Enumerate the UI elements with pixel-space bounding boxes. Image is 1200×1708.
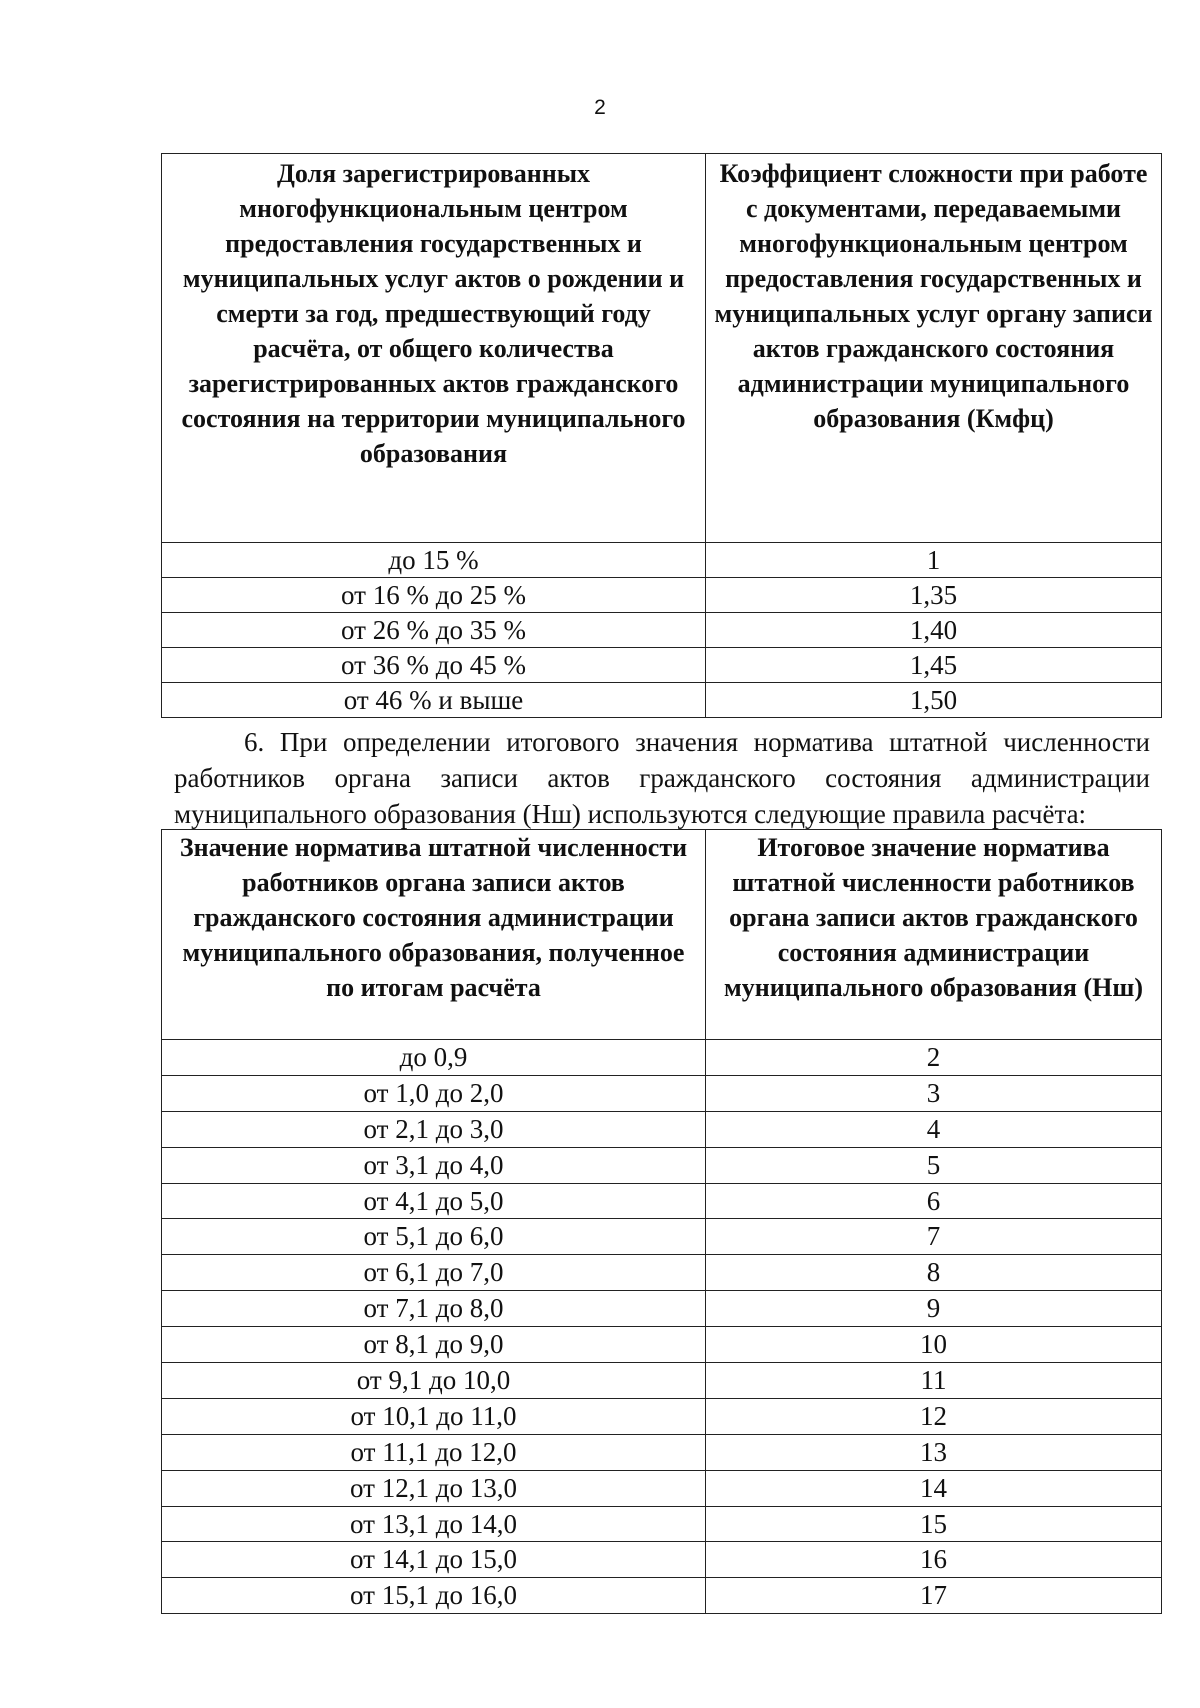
- table-row: [162, 543, 1162, 578]
- final-value-cell: 6: [706, 1183, 1162, 1219]
- calculated-range-cell: от 1,0 до 2,0: [162, 1075, 706, 1111]
- calculated-range-cell: от 4,1 до 5,0: [162, 1183, 706, 1219]
- table-row: [162, 1398, 1162, 1434]
- table-row: [162, 1147, 1162, 1183]
- page-number: 2: [594, 96, 606, 119]
- rules-paragraph: 6. При определении итогового значения норматива штатной численности работников органа записи актов гражданского состояния администрации муниципального образования (Нш) используются следующие правила расчёта:: [174, 727, 1150, 829]
- coefficient-cell: 1,35: [706, 578, 1162, 613]
- calculated-range-cell: от 3,1 до 4,0: [162, 1147, 706, 1183]
- share-range-cell: от 46 % и выше: [162, 683, 706, 718]
- final-value-cell: 7: [706, 1219, 1162, 1255]
- final-value-cell: 10: [706, 1327, 1162, 1363]
- table-row: [162, 613, 1162, 648]
- share-range-cell: от 36 % до 45 %: [162, 648, 706, 683]
- final-value-cell: 3: [706, 1075, 1162, 1111]
- staff-norm-table: [161, 829, 1162, 1614]
- table-header-row: [162, 830, 1162, 1040]
- column-header-final-value: Итоговое значение норматива штатной численности работников органа записи актов гражданского состояния администрации муниципального образования (Нш): [706, 830, 1162, 1040]
- table-row: [162, 1075, 1162, 1111]
- final-value-cell: 8: [706, 1255, 1162, 1291]
- table-row: [162, 1506, 1162, 1542]
- final-value-cell: 2: [706, 1040, 1162, 1076]
- final-value-cell: 13: [706, 1434, 1162, 1470]
- calculated-range-cell: от 15,1 до 16,0: [162, 1578, 706, 1614]
- table-row: [162, 1578, 1162, 1614]
- final-value-cell: 15: [706, 1506, 1162, 1542]
- table-row: [162, 1255, 1162, 1291]
- final-value-cell: 4: [706, 1111, 1162, 1147]
- final-value-cell: 17: [706, 1578, 1162, 1614]
- calculated-range-cell: от 12,1 до 13,0: [162, 1470, 706, 1506]
- table-row: [162, 1327, 1162, 1363]
- table-row: [162, 1183, 1162, 1219]
- final-value-cell: 14: [706, 1470, 1162, 1506]
- share-range-cell: от 26 % до 35 %: [162, 613, 706, 648]
- calculated-range-cell: от 10,1 до 11,0: [162, 1398, 706, 1434]
- calculated-range-cell: от 11,1 до 12,0: [162, 1434, 706, 1470]
- final-value-cell: 9: [706, 1291, 1162, 1327]
- final-value-cell: 16: [706, 1542, 1162, 1578]
- calculated-range-cell: до 0,9: [162, 1040, 706, 1076]
- share-range-cell: от 16 % до 25 %: [162, 578, 706, 613]
- final-value-cell: 11: [706, 1363, 1162, 1399]
- table-row: [162, 1434, 1162, 1470]
- calculated-range-cell: от 7,1 до 8,0: [162, 1291, 706, 1327]
- coefficient-cell: 1,45: [706, 648, 1162, 683]
- calculated-range-cell: от 6,1 до 7,0: [162, 1255, 706, 1291]
- share-range-cell: до 15 %: [162, 543, 706, 578]
- table-row: [162, 1470, 1162, 1506]
- column-header-share: Доля зарегистрированных многофункциональным центром предоставления государственных и муниципальных услуг актов о рождении и смерти за год, предшествующий году расчёта, от общего количества зарегистрированных актов гражданского состояния на территории муниципального образования: [162, 154, 706, 543]
- table-row: [162, 648, 1162, 683]
- calculated-range-cell: от 14,1 до 15,0: [162, 1542, 706, 1578]
- coefficient-cell: 1,50: [706, 683, 1162, 718]
- table-row: [162, 1542, 1162, 1578]
- final-value-cell: 5: [706, 1147, 1162, 1183]
- calculated-range-cell: от 5,1 до 6,0: [162, 1219, 706, 1255]
- final-value-cell: 12: [706, 1398, 1162, 1434]
- coefficient-cell: 1,40: [706, 613, 1162, 648]
- calculated-range-cell: от 13,1 до 14,0: [162, 1506, 706, 1542]
- table-row: [162, 1111, 1162, 1147]
- table-row: [162, 578, 1162, 613]
- column-header-calculated-value: Значение норматива штатной численности работников органа записи актов гражданского состояния администрации муниципального образования, полученное по итогам расчёта: [162, 830, 706, 1040]
- calculated-range-cell: от 2,1 до 3,0: [162, 1111, 706, 1147]
- table-row: [162, 683, 1162, 718]
- table-row: [162, 1040, 1162, 1076]
- calculated-range-cell: от 9,1 до 10,0: [162, 1363, 706, 1399]
- coefficient-table: [161, 153, 1162, 718]
- table-row: [162, 1291, 1162, 1327]
- table-row: [162, 1363, 1162, 1399]
- table-row: [162, 1219, 1162, 1255]
- table-header-row: [162, 154, 1162, 543]
- coefficient-cell: 1: [706, 543, 1162, 578]
- calculated-range-cell: от 8,1 до 9,0: [162, 1327, 706, 1363]
- column-header-coefficient: Коэффициент сложности при работе с документами, передаваемыми многофункциональным центром предоставления государственных и муниципальных услуг органу записи актов гражданского состояния администрации муниципального образования (Кмфц): [706, 154, 1162, 543]
